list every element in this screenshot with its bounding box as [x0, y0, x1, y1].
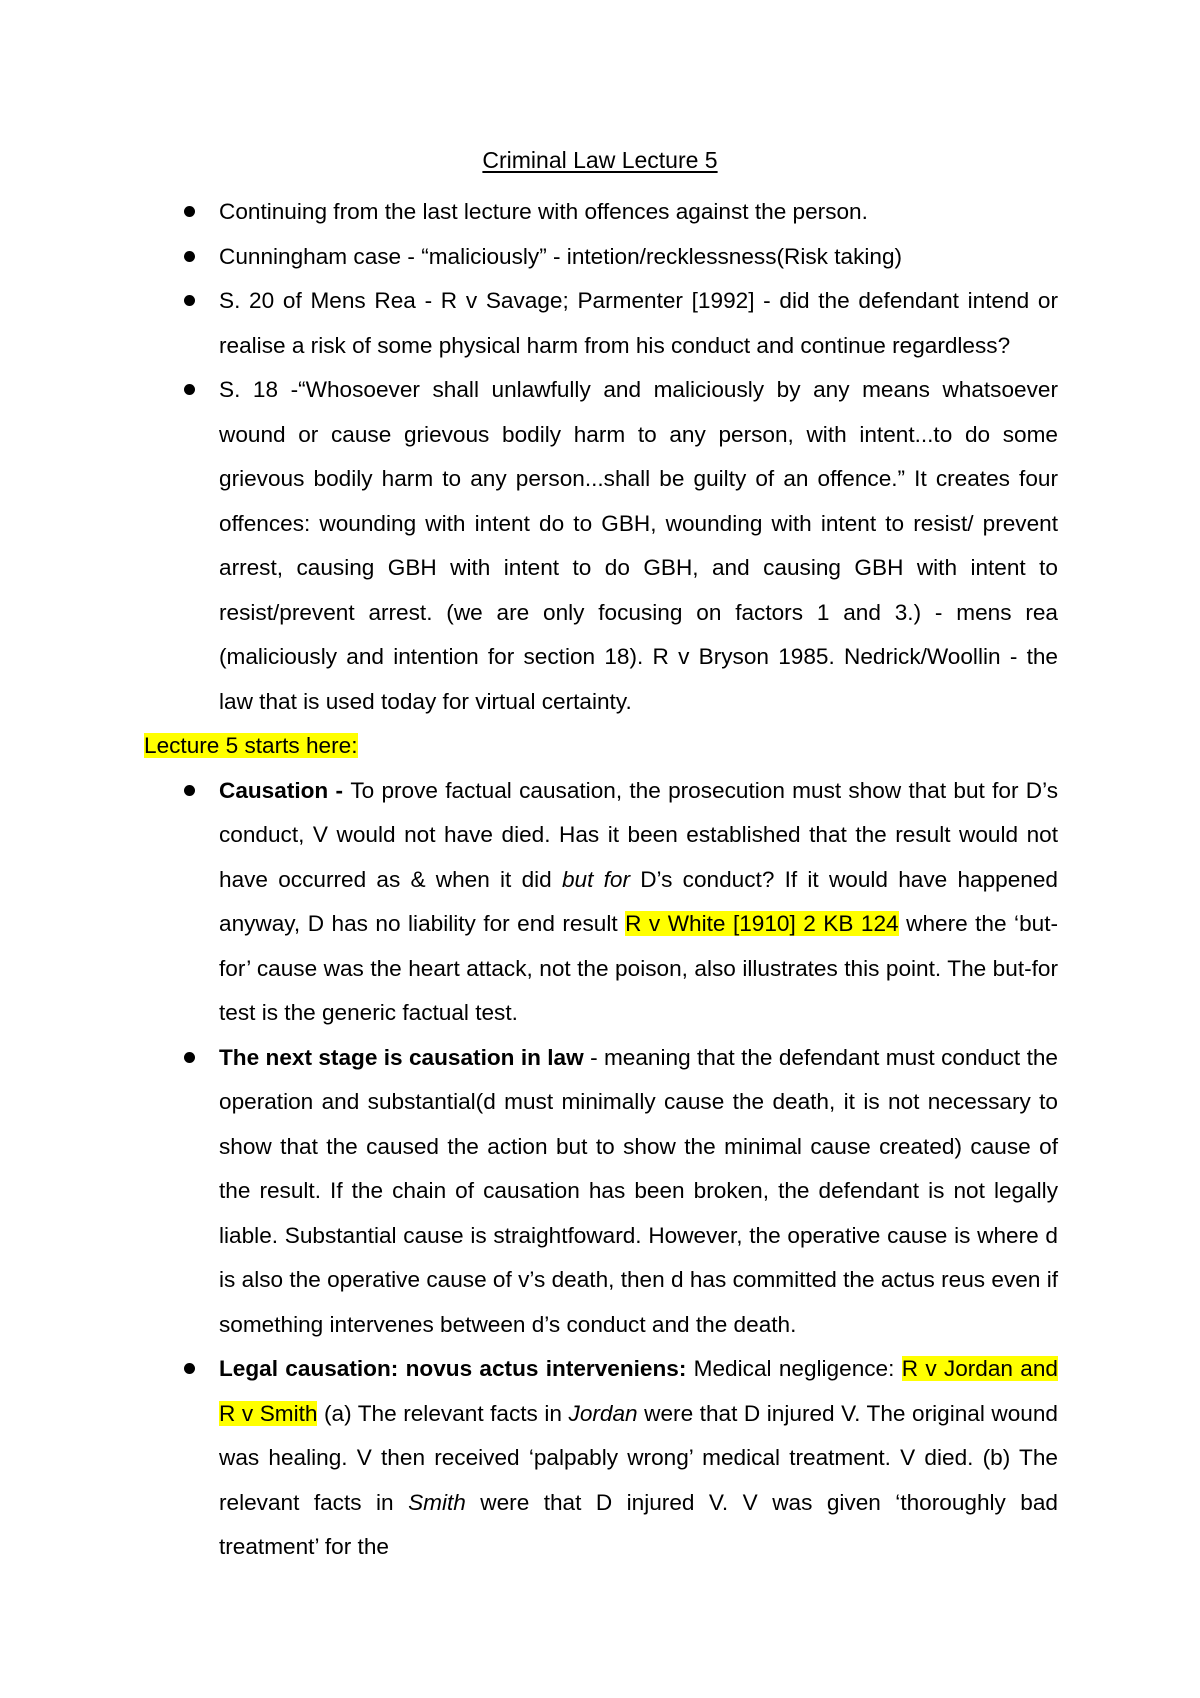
causation-emphasis: but for [561, 866, 630, 892]
causation-text-1: To prove factual causation, the prosecution must show that but for D’s conduct, V would not have died. Has it been established that the result would not have occurred as & when it did [219, 777, 1058, 892]
case-name-jordan: Jordan [568, 1400, 638, 1426]
bullet-icon [184, 1363, 195, 1374]
list-item [0, 769, 1058, 1036]
bullet-icon [184, 251, 195, 262]
section-label-text: Lecture 5 starts here: [144, 733, 358, 758]
list-item [0, 235, 1058, 280]
causation-text-2: D’s conduct? If it would have happened anyway, D has no liability for end result [219, 866, 1058, 936]
bullet-text: S. 20 of Mens Rea - R v Savage; Parmenter [1992] - did the defendant intend or realise a risk of some physical harm from his conduct and continue regardless? [219, 288, 1058, 358]
legal-causation-heading: Legal causation: novus actus interveniens: [219, 1356, 687, 1381]
case-citation-jordan-smith: R v Jordan and R v Smith [219, 1356, 1058, 1426]
legal-causation-text-4: were that D injured V. V was given ‘thoroughly bad treatment’ for the [219, 1489, 1058, 1559]
causation-heading: Causation - [219, 777, 351, 803]
bullet-text: S. 18 -“Whosoever shall unlawfully and maliciously by any means whatsoever wound or cause grievous bodily harm to any person, with intent...to do some grievous bodily harm to any person...shall be guilty of an offence.” It creates four offences: wounding with intent do to GBH, wounding with intent to resist/ prevent arrest, causing GBH with intent to do GBH, and causing GBH with intent to resist/prevent arrest. (we are only focusing on factors 1 and 3.) - mens rea (maliciously and intention for section 18). R v Bryson 1985. Nedrick/Woollin - the law that is used today for virtual certainty. [219, 377, 1058, 714]
section-label [0, 724, 1200, 769]
list-item [0, 190, 1058, 235]
bullet-icon [184, 384, 195, 395]
bullet-text: Cunningham case - “maliciously” - intetion/recklessness(Risk taking) [219, 243, 903, 269]
list-item [0, 279, 1058, 368]
bullet-icon [184, 785, 195, 796]
document-title: Criminal Law Lecture 5 [482, 147, 718, 173]
bullet-list [0, 190, 1200, 1570]
bullet-icon [184, 1052, 195, 1063]
list-item [0, 1036, 1058, 1348]
list-item [0, 368, 1058, 724]
case-citation-white: R v White [1910] 2 KB 124 [625, 911, 899, 936]
bullet-icon [184, 206, 195, 217]
bullet-text: Continuing from the last lecture with offences against the person. [219, 199, 868, 224]
legal-causation-text-2: (a) The relevant facts in [317, 1400, 569, 1426]
legal-causation-text-3: were that D injured V. The original wound was healing. V then received ‘palpably wrong’ medical treatment. V died. (b) The relevant facts in [219, 1400, 1058, 1515]
list-item [0, 1347, 1058, 1570]
law-causation-heading: The next stage is causation in law [219, 1044, 584, 1070]
legal-causation-text-1: Medical negligence: [686, 1356, 902, 1381]
causation-text-3: where the ‘but-for’ cause was the heart attack, not the poison, also illustrates this point. The but-for test is the generic factual test. [219, 911, 1059, 1025]
case-name-smith: Smith [408, 1489, 466, 1515]
bullet-icon [184, 295, 195, 306]
law-causation-text: - meaning that the defendant must conduct the operation and substantial(d must minimally cause the death, it is not necessary to show that the caused the action but to show the minimal cause created) cause of the result. If the chain of causation has been broken, the defendant is not legally liable. Substantial cause is straightfoward. However, the operative cause is where d is also the operative cause of v’s death, then d has committed the actus reus even if something intervenes between d’s conduct and the death. [219, 1044, 1058, 1337]
